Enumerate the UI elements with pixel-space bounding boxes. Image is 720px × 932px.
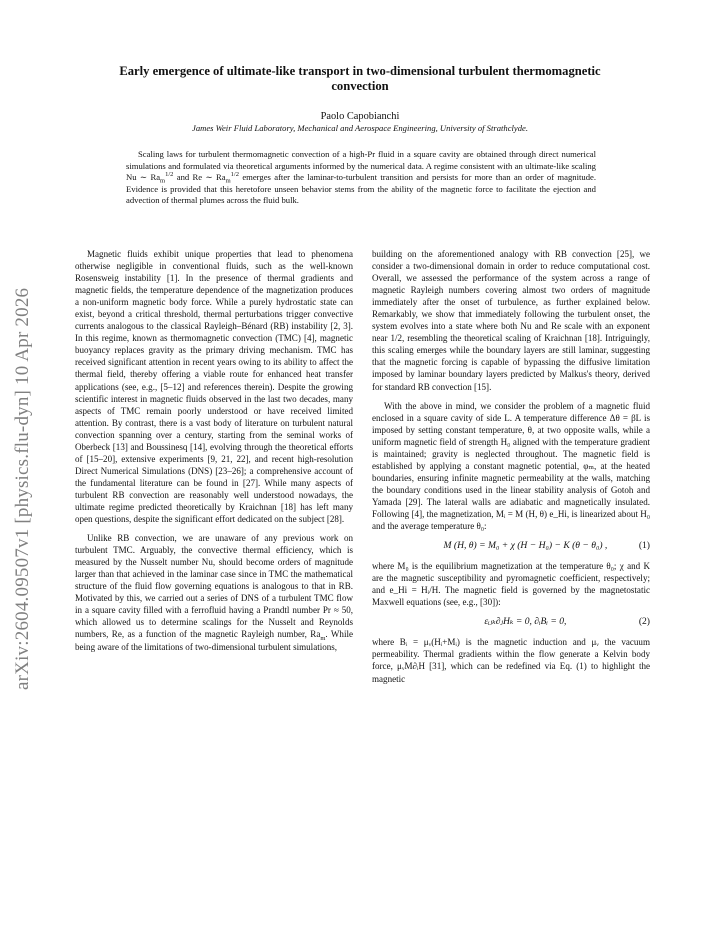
equation-1-number: (1) xyxy=(638,540,650,552)
abstract-text-b: and Re ∼ Ra xyxy=(173,172,226,183)
left-paragraph-2 xyxy=(75,532,353,652)
abstract xyxy=(126,149,596,207)
left-paragraph-1: Magnetic fluids exhibit unique properties that lead to phenomena otherwise negligible in conventional fluids, such as the well-known Rosensweig instability [1]. In the presence of thermal gradients and magnetic fields, the temperature dependence of the magnetization produces a non-uniform magnetic body force. While a purely hydrostatic state can exist, beyond a critical threshold, thermal perturbations trigger convective currents analogous to the classical Rayleigh–Bénard (RB) instability [2, 3]. In this regime, known as thermomagnetic convection (TMC) [4], magnetic buoyancy replaces gravity as the primary driving mechanism. TMC has received significant attention in recent years owing to its ability to affect the thermal field, thereby offering a viable route for enhanced heat transfer applications (see, e.g., [5–12] and references therein). Despite the growing scientific interest in magnetic fluids observed in the last two decades, many aspects of TMC remain poorly understood or have received limited attention. By contrast, there is a vast body of literature on turbulent natural convection spanning over a century, starting from the seminal works of Oberbeck [13] and Boussinesq [14], evolving through the theoretical efforts of [15–20], extensive experiments [9, 21, 22], and recent high-resolution Direct Numerical Simulations (DNS) [23–26]; a comprehensive account of the fundamental literature can be found in [27]. While many aspects of turbulent RB convection are reasonably well understood nowadays, the ultimate regime predicted theoretically by Kraichnan [18] has left many open questions, despite the significant effort dedicated on the subject [28]. xyxy=(75,249,353,525)
paper-title: Early emergence of ultimate-like transport in two-dimensional turbulent thermomagnetic convection xyxy=(119,64,601,93)
left-column xyxy=(75,248,353,653)
right-paragraph-4: where Bᵢ = μᵥ(Hᵢ+Mᵢ) is the magnetic induction and μᵥ the vacuum permeability. Thermal gradients within the flow generate a Kelvin body force, μᵥM∂ᵢH [31], which can be redefined via Eq. (1) to highlight the magnetic xyxy=(372,637,650,684)
equation-1-body: M (H, θ) = M₀ + χ (H − H₀) − K (θ − θ₀) , xyxy=(443,540,608,552)
abstract-sub-2: m xyxy=(225,177,231,185)
arxiv-stamp xyxy=(10,230,50,690)
author-affiliation: James Weir Fluid Laboratory, Mechanical and Aerospace Engineering, University of Strathclyde. xyxy=(192,123,528,133)
author-name: Paolo Capobianchi xyxy=(320,111,400,122)
left-paragraph-2-tail: . While being aware of the limitations of two-dimensional turbulent simulations, xyxy=(75,629,354,652)
equation-1 xyxy=(372,540,650,552)
arxiv-identifier: arXiv:2604.09507v1 [physics.flu-dyn] 10 Apr 2026 xyxy=(12,287,33,690)
abstract-text-c: emerges after the laminar-to-turbulent transition and persists for more than an order of magnitude. Evidence is provided that this heretofore unseen behavior stems from the ability of the magnetic force to facilitate the ejection and advection of thermal plumes across the fluid bulk. xyxy=(126,172,596,206)
right-paragraph-2: With the above in mind, we consider the problem of a magnetic fluid enclosed in a square cavity of side L. A temperature difference Δθ = βL is imposed by setting constant temperature, θ, at two opposite walls, while a uniform magnetic field of strength H₀ aligned with the temperature gradient is maintained; gravity is neglected throughout. The magnetic field is established by applying a constant magnetic potential, φₘ, at the heated boundaries, ensuring infinite magnetic permeability at the walls, matching the boundary conditions used in the linear stability analysis of Gotoh and Yamada [29]. The lateral walls are adiabatic and magnetically insulated. Following [4], the magnetization, Mᵢ = M (H, θ) e_Hi, is linearized about H₀ and the average temperature θ₀: xyxy=(372,400,650,532)
abstract-sup-1: 1/2 xyxy=(165,171,174,179)
equation-2-number: (2) xyxy=(638,616,650,628)
equation-2-body: εᵢⱼₖ∂ⱼHₖ = 0, ∂ᵢBᵢ = 0, xyxy=(484,616,567,628)
abstract-sub-1: m xyxy=(160,177,166,185)
left-paragraph-2-text: Unlike RB convection, we are unaware of any previous work on turbulent TMC. Arguably, the convective thermal efficiency, which is measured by the Nusselt number Nu, should become orders of magnitude larger than that achieved in the laminar case since in TMC the mathematical structure of the fluid flow governing equations is analogous to that in RB. Motivated by this, we carried out a series of DNS of a turbulent TMC flow in a square cavity filled with a ferrofluid having a Prandtl number Pr ≈ 50, which allowed us to determine scalings for the Nusselt and Reynolds numbers, Re, as a function of the magnetic Rayleigh number, Ra xyxy=(75,533,353,640)
equation-2 xyxy=(372,616,650,628)
right-column xyxy=(372,248,650,685)
abstract-text-a: Scaling laws for turbulent thermomagnetic convection of a high-Pr fluid in a square cavity are obtained through direct numerical simulations and formulated via theoretical arguments informed by the numerical data. A regime consistent with an ultimate-like scaling Nu ∼ Ra xyxy=(126,149,596,183)
right-paragraph-1: building on the aforementioned analogy with RB convection [25], we consider a two-dimensional domain in order to reduce computational cost. Overall, we assessed the performance of the system across a range of magnetic Rayleigh numbers covering almost two orders of magnitude immediately after the onset of turbulence, as further explained below. Remarkably, we show that immediately following the turbulent onset, the system evolves into a state where both Nu and Re scale with an exponent near 1/2, resembling the theoretical scaling of Kraichnan [18]. Intriguingly, this scaling emerges while the boundary layers are still laminar, suggesting that the magnetic forcing is capable of bypassing the diffusive limitation imposed by laminar boundary layers predicted by Malkus's theory, derived for standard RB convection [15]. xyxy=(372,249,650,392)
left-paragraph-2-sub: m xyxy=(320,635,326,643)
abstract-sup-2: 1/2 xyxy=(230,171,239,179)
right-paragraph-3: where M₀ is the equilibrium magnetization at the temperature θ₀; χ and K are the magnetic susceptibility and pyromagnetic coefficient, respectively; and e_Hi = Hᵢ/H. The magnetic field is governed by the magnetostatic Maxwell equations (see, e.g., [30]): xyxy=(372,561,650,608)
